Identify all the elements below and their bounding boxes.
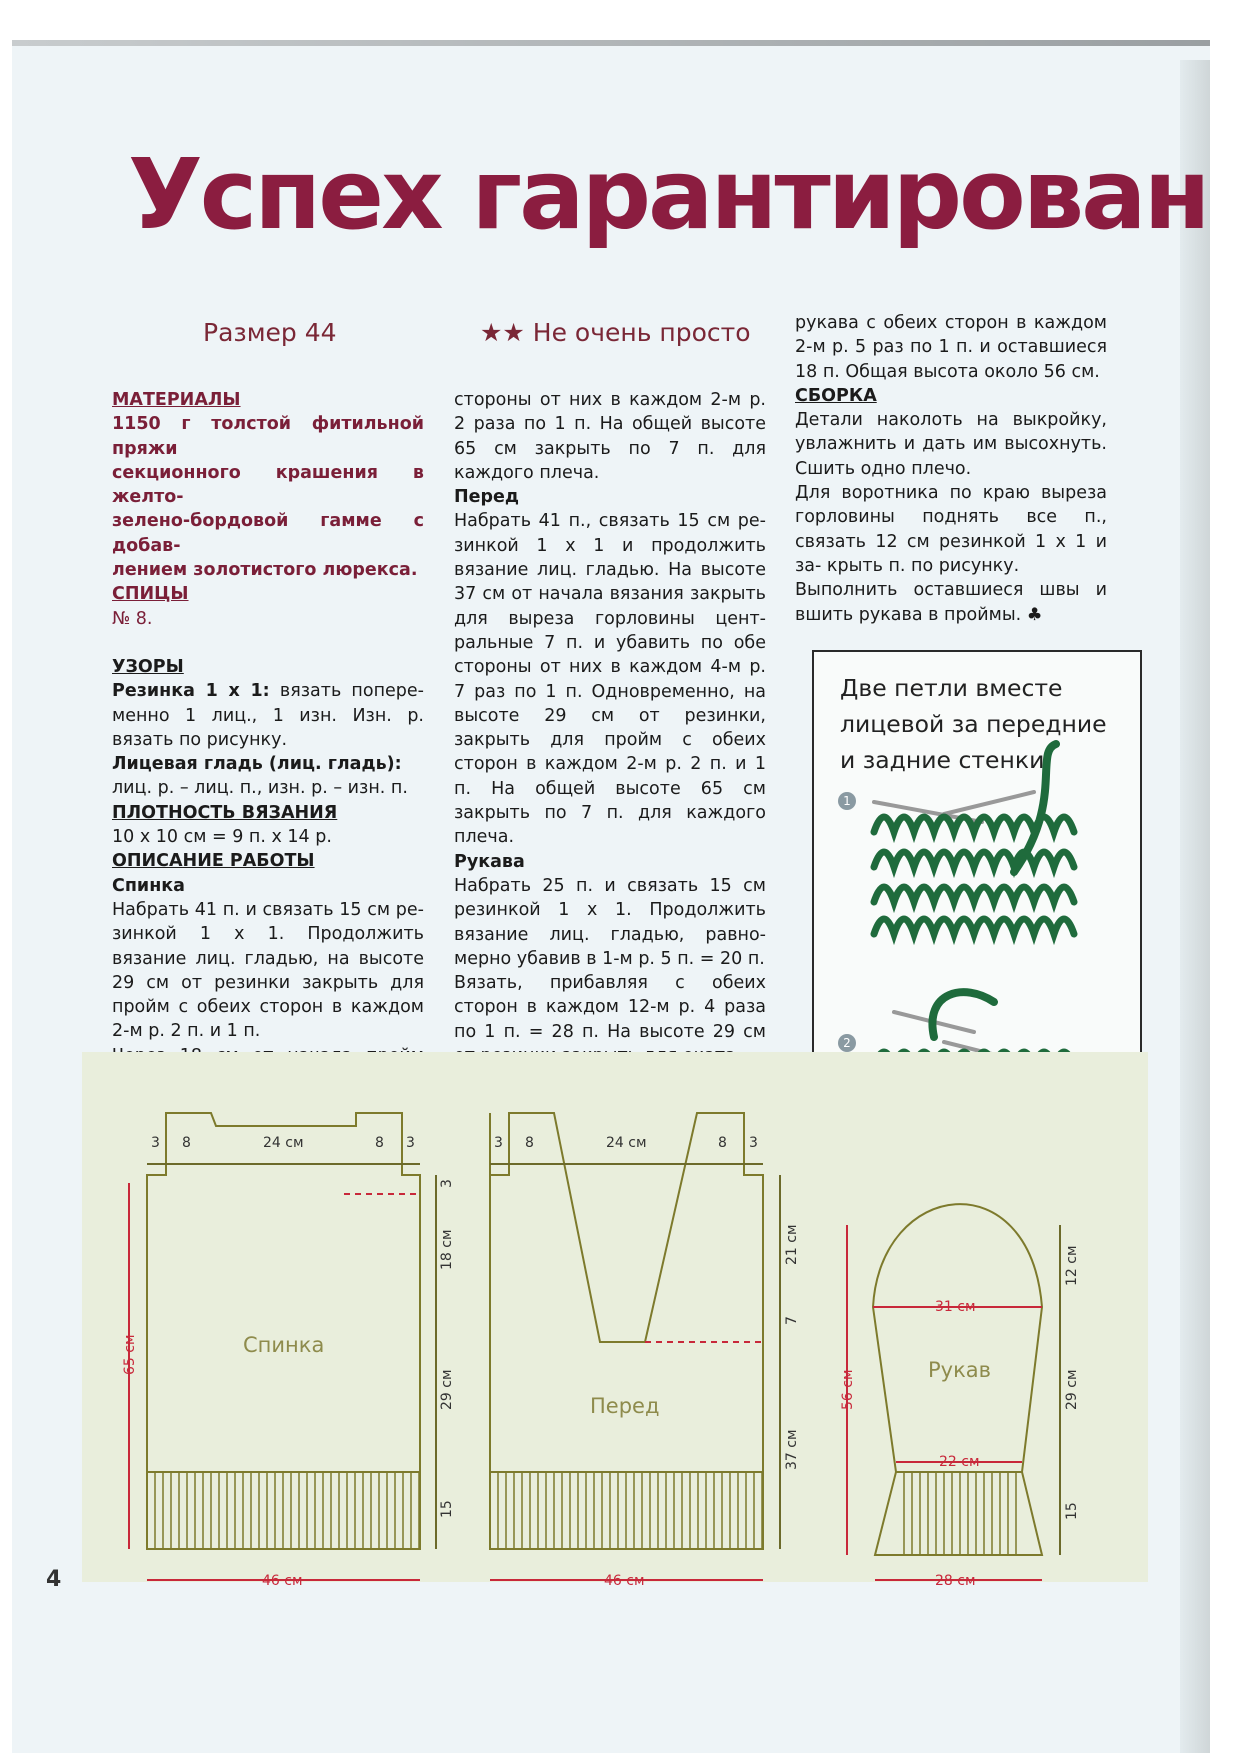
sleeve-height: 56 см <box>840 1369 856 1410</box>
front-text: Набрать 41 п., связать 15 см ре- зинкой 1 х 1 и продолжить вязание лиц. гладью. На высоте 37 см от начала вязания закрыть для выреза горловины цент- ральные 7 п. и убавить по обе стороны от них в каждом 4-м р. 7 раз по 1 п. Одновременно, на высоте 29 см от резинки, закрыть для пройм с обеих сторон в каждом 2-м р. 2 п. и 1 п. На общей высоте 65 см закрыть по 7 п. для каждого плеча. <box>454 511 766 848</box>
front-width: 46 см <box>604 1573 645 1589</box>
sleeve-dim-right-1: 12 см <box>1064 1245 1080 1286</box>
rib-text: вязать попере- менно 1 лиц., 1 изн. Изн. р. вязать по рисунку. <box>112 681 424 750</box>
work-heading: ОПИСАНИЕ РАБОТЫ <box>112 851 315 872</box>
sleeves-heading: Рукава <box>454 851 525 872</box>
front-dim-top-2: 8 <box>525 1135 534 1151</box>
front-dim-top-5: 3 <box>749 1135 758 1151</box>
rib-name: Резинка 1 х 1: <box>112 681 270 702</box>
article-title: Успех гарантирован <box>128 138 1208 251</box>
front-dim-right-3: 37 см <box>784 1429 800 1470</box>
sleeve-dim-right-3: 15 <box>1064 1502 1080 1520</box>
needles-heading: СПИЦЫ <box>112 584 189 605</box>
materials-line: лением золотистого люрекса. <box>112 560 418 581</box>
materials-line: 1150 г толстой фитильной пряжи <box>112 414 424 459</box>
back-dim-right-3: 29 см <box>439 1369 455 1410</box>
assembly-text: Детали наколоть на выкройку, увлажнить и дать им высохнуть. Сшить одно плечо. <box>795 410 1107 479</box>
back-dim-right-4: 15 <box>439 1500 455 1518</box>
front-label: Перед <box>590 1394 660 1418</box>
back-height: 65 см <box>122 1334 138 1375</box>
gauge-heading: ПЛОТНОСТЬ ВЯЗАНИЯ <box>112 802 338 823</box>
gauge-value: 10 х 10 см = 9 п. х 14 р. <box>112 827 332 848</box>
back-label: Спинка <box>243 1333 325 1357</box>
size-label: Размер 44 <box>203 318 337 347</box>
sleeve-cap-width: 31 см <box>935 1299 976 1315</box>
back-dim-top-1: 3 <box>151 1135 160 1151</box>
back-heading: Спинка <box>112 875 185 896</box>
stockinette-text: лиц. р. – лиц. п., изн. р. – изн. п. <box>112 778 408 799</box>
materials-line: зелено-бордовой гамме с добав- <box>112 511 424 556</box>
back-dim-top-5: 3 <box>406 1135 415 1151</box>
difficulty-label: ★★ Не очень просто <box>480 318 751 347</box>
patterns-heading: УЗОРЫ <box>112 656 184 677</box>
materials-heading: МАТЕРИАЛЫ <box>112 390 241 410</box>
front-dim-top-4: 8 <box>718 1135 727 1151</box>
neck-text: стороны от них в каждом 2-м р. 2 раза по 1 п. На общей высоте 65 см закрыть по 7 п. для каждого плеча. <box>454 390 766 483</box>
sleeve-dim-right-2: 29 см <box>1064 1369 1080 1410</box>
back-dim-top-4: 8 <box>375 1135 384 1151</box>
front-dim-right-2: 7 <box>784 1316 800 1325</box>
page-number: 4 <box>46 1567 62 1592</box>
back-dim-top-3: 24 см <box>263 1135 304 1151</box>
assembly-text-3: Выполнить оставшиеся швы и вшить рукава в проймы. ♣ <box>795 580 1107 625</box>
front-dim-top-1: 3 <box>494 1135 503 1151</box>
technique-title-line: Две петли вместе <box>840 674 1063 702</box>
back-width: 46 см <box>262 1573 303 1589</box>
back-dim-right-1: 3 <box>439 1179 455 1188</box>
sleeve-cap-text: рукава с обеих сторон в каждом 2-м р. 5 раз по 1 п. и оставшиеся 18 п. Общая высота около 56 см. <box>795 313 1107 382</box>
needles-value: № 8. <box>112 608 153 629</box>
technique-title-line: лицевой за передние <box>840 710 1107 738</box>
sleeve-width: 28 см <box>935 1573 976 1589</box>
stockinette-name: Лицевая гладь (лиц. гладь): <box>112 754 402 775</box>
front-heading: Перед <box>454 487 520 508</box>
sleeves-text-2: Вязать, прибавляя с обеих сторон в каждом 12-м р. 4 раза по 1 п. = 28 п. На высоте 29 см <box>454 973 766 1042</box>
assembly-heading: СБОРКА <box>795 385 877 406</box>
materials-line: секционного крашения в желто- <box>112 462 424 508</box>
back-text: Набрать 41 п. и связать 15 см ре- зинкой 1 х 1. Продолжить вязание лиц. гладью, на высоте 29 см от резинки закрыть для пройм с обеих сторон в каждом 2-м р. 2 п. и 1 п. <box>112 899 424 1042</box>
front-dim-top-3: 24 см <box>606 1135 647 1151</box>
front-dim-right-1: 21 см <box>784 1224 800 1265</box>
back-dim-top-2: 8 <box>182 1135 191 1151</box>
sleeve-label: Рукав <box>928 1358 992 1382</box>
back-dim-right-2: 18 см <box>439 1229 455 1270</box>
step-1-badge: 1 <box>838 792 856 810</box>
technique-title-line: и задние стенки <box>840 746 1045 774</box>
sleeve-cuff-width: 22 см <box>939 1454 980 1470</box>
sleeves-text: Набрать 25 п. и связать 15 см резинкой 1 х 1. Продолжить вязание лиц. гладью, равно- мерно убавив в 1-м р. 5 п. = 20 п. <box>454 875 766 969</box>
assembly-text-2: Для воротника по краю выреза горловины поднять все п., связать 12 см резинкой 1 х 1 и за- крыть п. по рисунку. <box>795 483 1107 576</box>
step-2-badge: 2 <box>838 1034 856 1052</box>
